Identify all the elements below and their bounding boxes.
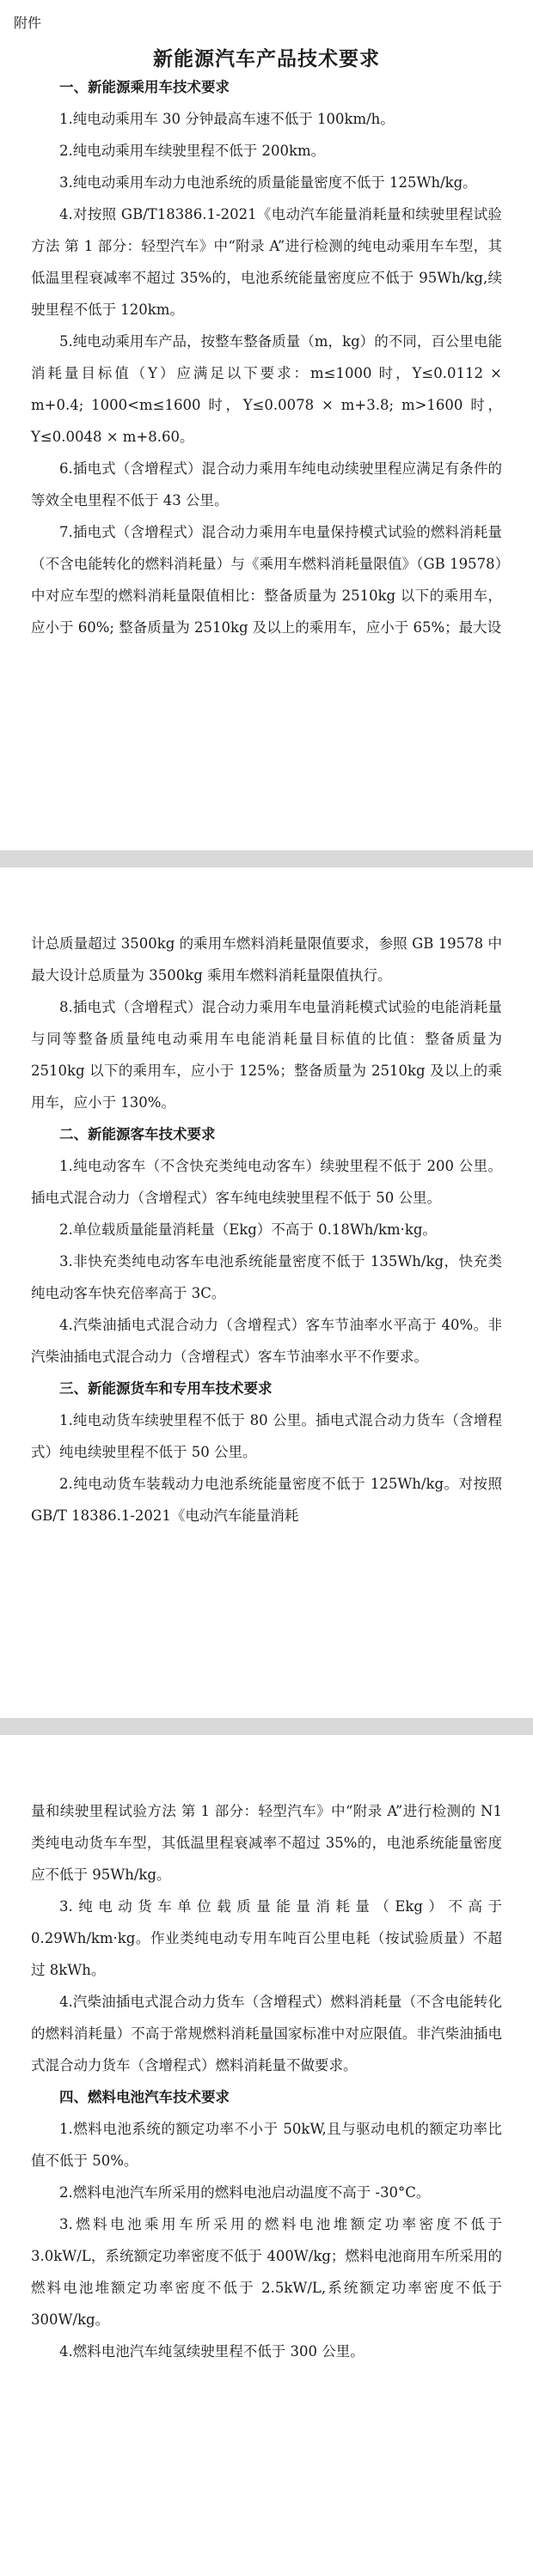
paragraph: 8.插电式（含增程式）混合动力乘用车电量消耗模式试验的电能消耗量与同等整备质量纯电动乘用车电能消耗量目标值的比值：整备质量为 2510kg 以下的乘用车，应小于 125%；整备质量为 2510kg 及以上的乘用车，应小于 130%。 [31,999,502,1111]
section-heading-fuel-cell: 四、燃料电池汽车技术要求 [59,2089,230,2105]
paragraph: 3.纯电动乘用车动力电池系统的质量能量密度不低于 125Wh/kg。 [59,174,477,191]
section-heading-passenger: 一、新能源乘用车技术要求 [59,79,230,95]
paragraph: 1.纯电动乘用车 30 分钟最高车速不低于 100km/h。 [59,111,395,127]
paragraph: 4.汽柴油插电式混合动力（含增程式）客车节油率水平高于 40%。非汽柴油插电式混合动力（含增程式）客车节油率水平不作要求。 [31,1317,502,1365]
paragraph: 3.燃料电池乘用车所采用的燃料电池堆额定功率密度不低于 3.0kW/L，系统额定功率密度不低于 400W/kg；燃料电池商用车所采用的燃料电池堆额定功率密度不低于 2.5kW/L,系统额定功率密度不低于 300W/kg。 [31,2216,502,2328]
paragraph-continuation: 计总质量超过 3500kg 的乘用车燃料消耗量限值要求，参照 GB 19578 中最大设计总质量为 3500kg 乘用车燃料消耗量限值执行。 [31,935,502,984]
page-1 [0,0,533,850]
page-separator [0,1718,533,1735]
paragraph: 2.纯电动乘用车续驶里程不低于 200km。 [59,143,326,159]
paragraph: 2.燃料电池汽车所采用的燃料电池启动温度不高于 -30°C。 [59,2184,431,2201]
paragraph: 2.纯电动货车装载动力电池系统能量密度不低于 125Wh/kg。对按照 GB/T 18386.1-2021《电动汽车能量消耗 [31,1476,502,1524]
paragraph: 3.非快充类纯电动客车电池系统能量密度不低于 135Wh/kg，快充类纯电动客车快充倍率高于 3C。 [31,1253,502,1301]
paragraph: 4.燃料电池汽车纯氢续驶里程不低于 300 公里。 [59,2343,365,2360]
paragraph-continuation: 量和续驶里程试验方法 第 1 部分：轻型汽车》中“附录 A”进行检测的 N1 类纯电动货车车型，其低温里程衰减率不超过 35%的，电池系统能量密度应不低于 95Wh/kg。 [31,1803,502,1883]
paragraph: 1.燃料电池系统的额定功率不小于 50kW,且与驱动电机的额定功率比值不低于 50%。 [31,2121,502,2169]
page-separator [0,850,533,868]
paragraph: 4.对按照 GB/T18386.1-2021《电动汽车能量消耗量和续驶里程试验方法 第 1 部分：轻型汽车》中“附录 A”进行检测的纯电动乘用车车型，其低温里程衰减率不超过 35%的，电池系统能量密度应不低于 95Wh/kg,续驶里程不低于 120km。 [31,206,502,318]
paragraph: 2.单位载质量能量消耗量（Ekg）不高于 0.18Wh/km·kg。 [59,1221,437,1238]
paragraph: 1.纯电动货车续驶里程不低于 80 公里。插电式混合动力货车（含增程式）纯电续驶里程不低于 50 公里。 [31,1412,502,1460]
document-title: 新能源汽车产品技术要求 [153,47,380,70]
paragraph: 6.插电式（含增程式）混合动力乘用车纯电动续驶里程应满足有条件的等效全电里程不低于 43 公里。 [31,460,502,509]
page-2 [0,868,533,1718]
section-heading-truck: 三、新能源货车和专用车技术要求 [59,1380,273,1397]
paragraph: 7.插电式（含增程式）混合动力乘用车电量保持模式试验的燃料消耗量（不含电能转化的燃料消耗量）与《乘用车燃料消耗量限值》（GB 19578）中对应车型的燃料消耗量限值相比：整备质量为 2510kg 以下的乘用车，应小于 60%; 整备质量为 2510kg 及以上的乘用车，应小于 65%；最大设 [31,524,502,636]
attachment-label: 附件 [14,15,42,31]
paragraph: 5.纯电动乘用车产品，按整车整备质量（m，kg）的不同，百公里电能消耗量目标值（Y）应满足以下要求：m≤1000 时，Y≤0.0112 × m+0.4; 1000<m≤1600 时，Y≤0.0078 × m+3.8; m>1600 时，Y≤0.0048 × m+8.60。 [31,333,502,445]
paragraph: 3.纯电动货车单位载质量能量消耗量（Ekg）不高于 0.29Wh/km·kg。作业类纯电动专用车吨百公里电耗（按试验质量）不超过 8kWh。 [31,1898,502,1978]
paragraph: 4.汽柴油插电式混合动力货车（含增程式）燃料消耗量（不含电能转化的燃料消耗量）不高于常规燃料消耗量国家标准中对应限值。非汽柴油插电式混合动力货车（含增程式）燃料消耗量不做要求。 [31,1994,502,2074]
section-heading-bus: 二、新能源客车技术要求 [59,1126,216,1142]
page-3 [0,1735,533,2576]
paragraph: 1.纯电动客车（不含快充类纯电动客车）续驶里程不低于 200 公里。插电式混合动力（含增程式）客车纯电续驶里程不低于 50 公里。 [31,1158,502,1206]
